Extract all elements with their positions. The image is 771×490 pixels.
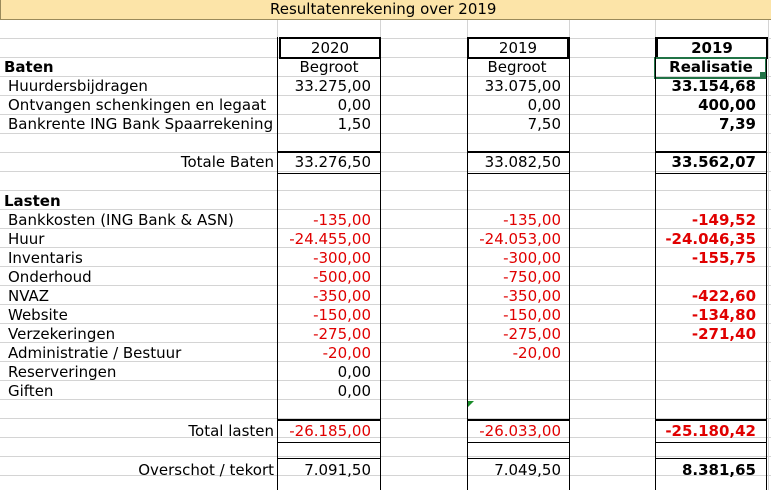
value-2019-realisatie[interactable]	[656, 382, 756, 401]
value-2020[interactable]: 0,00	[337, 363, 371, 381]
result-2019-realisatie[interactable]: 8.381,65	[681, 461, 756, 479]
value-2019-begroot[interactable]: -20,00	[512, 344, 561, 362]
value-2020[interactable]: 0,00	[337, 382, 371, 400]
total-lasten-2019-realisatie[interactable]: -25.180,42	[665, 422, 756, 440]
section-heading-baten[interactable]: Baten	[4, 58, 54, 76]
value-2019-realisatie[interactable]: 33.154,68	[671, 77, 756, 95]
value-2020[interactable]: 1,50	[337, 115, 371, 133]
value-2019-begroot[interactable]: -275,00	[503, 325, 561, 343]
value-2019-begroot[interactable]: -350,00	[503, 287, 561, 305]
row-label[interactable]: Verzekeringen	[8, 325, 116, 343]
value-2019-realisatie[interactable]: -149,52	[691, 211, 756, 229]
value-2020[interactable]: -150,00	[313, 306, 371, 324]
value-2019-realisatie[interactable]: -24.046,35	[665, 230, 756, 248]
total-baten-2019-realisatie[interactable]: 33.562,07	[671, 153, 756, 171]
fill-handle[interactable]	[760, 72, 765, 77]
value-2019-realisatie[interactable]: 7,39	[718, 115, 756, 133]
report-title-cell[interactable]	[0, 0, 771, 20]
value-2019-realisatie[interactable]: 400,00	[698, 96, 756, 114]
value-2019-realisatie[interactable]	[656, 344, 756, 363]
row-label[interactable]: Reserveringen	[8, 363, 117, 381]
result-label[interactable]: Overschot / tekort	[138, 461, 274, 479]
header-year-2019-realisatie[interactable]: 2019	[656, 37, 768, 59]
header-year-2019-begroot[interactable]: 2019	[467, 37, 569, 59]
value-2019-begroot[interactable]	[468, 382, 561, 401]
header-sub-realisatie[interactable]: Realisatie	[669, 58, 753, 76]
value-2019-realisatie[interactable]: -134,80	[691, 306, 756, 324]
value-2019-begroot[interactable]: -135,00	[503, 211, 561, 229]
value-2020[interactable]: 0,00	[337, 96, 371, 114]
value-2019-begroot[interactable]: -300,00	[503, 249, 561, 267]
value-2020[interactable]: -20,00	[322, 344, 371, 362]
value-2019-begroot[interactable]: 0,00	[527, 96, 561, 114]
total-baten-2020[interactable]: 33.276,50	[294, 153, 371, 171]
result-2019-begroot[interactable]: 7.049,50	[494, 461, 561, 479]
row-label[interactable]: Ontvangen schenkingen en legaat	[8, 96, 267, 114]
value-2019-begroot[interactable]: 7,50	[527, 115, 561, 133]
value-2019-realisatie[interactable]: -271,40	[691, 325, 756, 343]
total-baten-2019-begroot[interactable]: 33.082,50	[484, 153, 561, 171]
value-2019-realisatie[interactable]	[656, 363, 756, 382]
row-label[interactable]: Onderhoud	[8, 268, 92, 286]
row-label[interactable]: Giften	[8, 382, 54, 400]
row-label[interactable]: NVAZ	[8, 287, 50, 305]
value-2020[interactable]: -24.455,00	[289, 230, 371, 248]
value-2020[interactable]: 33.275,00	[294, 77, 371, 95]
value-2020[interactable]: -135,00	[313, 211, 371, 229]
comment-indicator-icon	[468, 401, 474, 407]
value-2019-begroot[interactable]: 33.075,00	[484, 77, 561, 95]
row-label[interactable]: Bankrente ING Bank Spaarrekening	[8, 115, 274, 133]
total-baten-label[interactable]: Totale Baten	[180, 153, 274, 171]
value-2020[interactable]: -350,00	[313, 287, 371, 305]
total-lasten-2019-begroot[interactable]: -26.033,00	[479, 422, 561, 440]
total-lasten-2020[interactable]: -26.185,00	[289, 422, 371, 440]
selected-cell-border	[654, 57, 767, 79]
value-2019-realisatie[interactable]: -422,60	[691, 287, 756, 305]
result-2020[interactable]: 7.091,50	[304, 461, 371, 479]
header-sub-begroot-2019[interactable]: Begroot	[487, 58, 547, 76]
value-2019-begroot[interactable]: -24.053,00	[479, 230, 561, 248]
row-label[interactable]: Administratie / Bestuur	[8, 344, 182, 362]
value-2019-realisatie[interactable]	[656, 268, 756, 287]
total-lasten-label[interactable]: Total lasten	[188, 422, 274, 440]
row-label[interactable]: Website	[8, 306, 68, 324]
value-2020[interactable]: -275,00	[313, 325, 371, 343]
header-year-2020-begroot[interactable]: 2020	[279, 37, 381, 59]
header-sub-begroot-2020[interactable]: Begroot	[299, 58, 359, 76]
report-title: Resultatenrekening over 2019	[270, 0, 497, 18]
value-2019-begroot[interactable]	[468, 363, 561, 382]
row-label[interactable]: Huurdersbijdragen	[8, 77, 148, 95]
section-heading-lasten[interactable]: Lasten	[4, 192, 61, 210]
value-2020[interactable]: -300,00	[313, 249, 371, 267]
row-label[interactable]: Inventaris	[8, 249, 83, 267]
value-2019-begroot[interactable]: -150,00	[503, 306, 561, 324]
value-2019-begroot[interactable]: -750,00	[503, 268, 561, 286]
value-2019-realisatie[interactable]: -155,75	[691, 249, 756, 267]
row-label[interactable]: Huur	[8, 230, 45, 248]
row-label[interactable]: Bankkosten (ING Bank & ASN)	[8, 211, 234, 229]
value-2020[interactable]: -500,00	[313, 268, 371, 286]
